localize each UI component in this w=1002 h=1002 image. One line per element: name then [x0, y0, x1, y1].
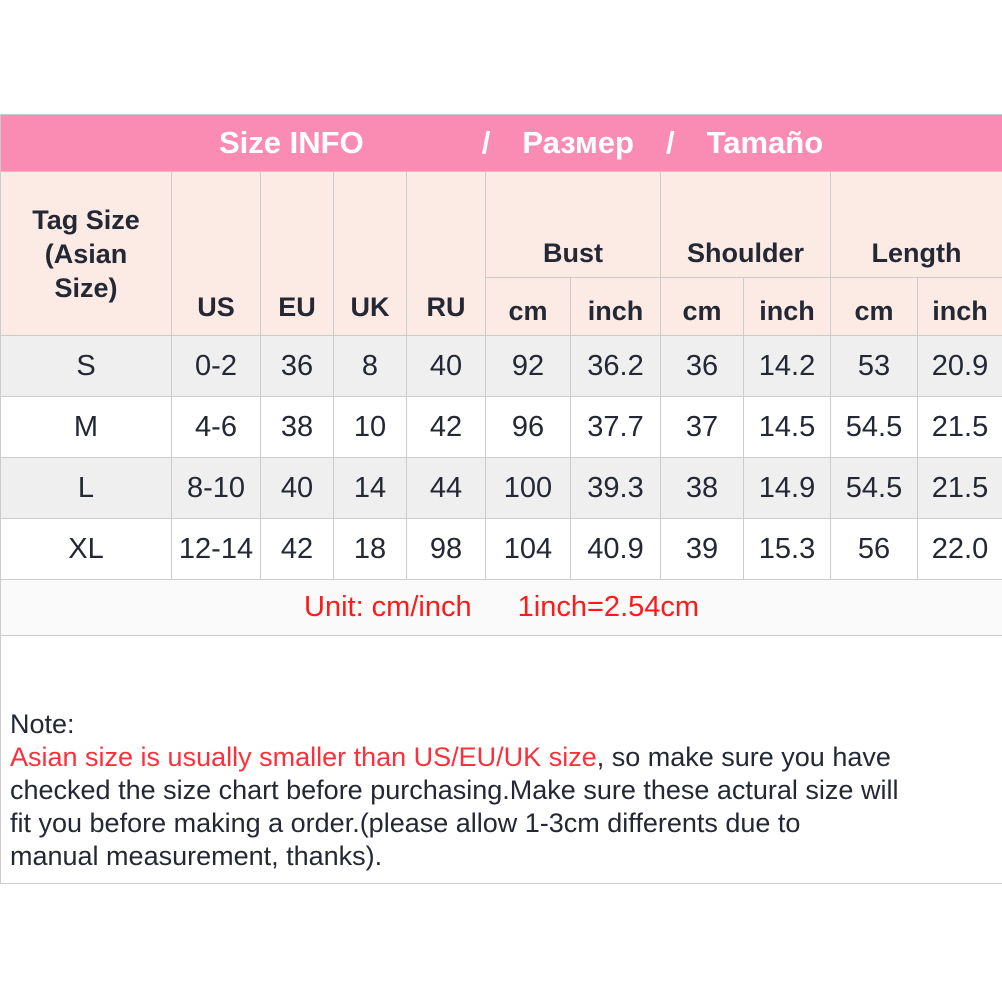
note-line-1 [10, 741, 992, 774]
table-cell: 56 [831, 519, 918, 580]
table-row-m [1, 397, 1002, 458]
table-row-s [1, 336, 1002, 397]
subheader-length-inch: inch [918, 278, 1002, 336]
table-cell: 54.5 [831, 458, 918, 519]
table-cell: 38 [661, 458, 744, 519]
subheader-shoulder-inch: inch [744, 278, 831, 336]
table-cell: 54.5 [831, 397, 918, 458]
size-cell: S [1, 336, 172, 397]
unit-conversion: 1inch=2.54cm [517, 591, 700, 623]
subheader-bust-inch: inch [571, 278, 661, 336]
size-cell: L [1, 458, 172, 519]
table-cell: 8-10 [172, 458, 261, 519]
size-cell: M [1, 397, 172, 458]
header-uk: UK [334, 172, 407, 336]
table-cell: 36 [261, 336, 334, 397]
table-cell: 37 [661, 397, 744, 458]
table-cell: 18 [334, 519, 407, 580]
table-cell: 40.9 [571, 519, 661, 580]
table-cell: 21.5 [918, 458, 1002, 519]
header-ru: RU [407, 172, 486, 336]
table-cell: 44 [407, 458, 486, 519]
table-cell: 14 [334, 458, 407, 519]
table-cell: 40 [261, 458, 334, 519]
header-length: Length [831, 172, 1002, 278]
header-group-row [1, 172, 1002, 278]
table-cell: 8 [334, 336, 407, 397]
unit-label: Unit: cm/inch [304, 591, 472, 623]
unit-row [1, 580, 1002, 636]
table-cell: 92 [486, 336, 571, 397]
banner-cell [1, 115, 1002, 172]
table-cell: 14.5 [744, 397, 831, 458]
table-cell: 14.2 [744, 336, 831, 397]
table-cell: 0-2 [172, 336, 261, 397]
subheader-bust-cm: cm [486, 278, 571, 336]
note-line-1-rest: , so make sure you have [596, 742, 891, 772]
unit-cell [1, 580, 1002, 636]
banner-separator: / [481, 125, 491, 160]
table-cell: 96 [486, 397, 571, 458]
table-cell: 37.7 [571, 397, 661, 458]
tag-size-header [1, 172, 172, 336]
tag-size-line: Size) [54, 272, 118, 303]
header-shoulder: Shoulder [661, 172, 831, 278]
note-line-2: checked the size chart before purchasing.Make sure these actural size will [10, 775, 899, 805]
table-cell: 14.9 [744, 458, 831, 519]
table-cell: 53 [831, 336, 918, 397]
table-cell: 21.5 [918, 397, 1002, 458]
table-cell: 12-14 [172, 519, 261, 580]
table-cell: 40 [407, 336, 486, 397]
banner-title-en: Size INFO [219, 125, 364, 160]
table-cell: 36.2 [571, 336, 661, 397]
table-cell: 20.9 [918, 336, 1002, 397]
banner-title-ru: Размер [522, 125, 634, 160]
table-cell: 10 [334, 397, 407, 458]
table-row-xl [1, 519, 1002, 580]
note-row [1, 636, 1002, 884]
table-cell: 36 [661, 336, 744, 397]
tag-size-line: Tag Size [32, 204, 140, 235]
header-bust: Bust [486, 172, 661, 278]
table-row-l [1, 458, 1002, 519]
banner-title [1, 115, 1002, 171]
note-line-3: fit you before making a order.(please allow 1-3cm differents due to [10, 808, 801, 838]
table-cell: 42 [407, 397, 486, 458]
tag-size-line: (Asian [44, 238, 128, 269]
note-label: Note: [10, 709, 75, 739]
note-cell [1, 636, 1002, 884]
table-cell: 39.3 [571, 458, 661, 519]
table-cell: 42 [261, 519, 334, 580]
table-cell: 100 [486, 458, 571, 519]
size-cell: XL [1, 519, 172, 580]
table-cell: 98 [407, 519, 486, 580]
subheader-shoulder-cm: cm [661, 278, 744, 336]
note-line-4: manual measurement, thanks). [10, 841, 383, 871]
table-cell: 38 [261, 397, 334, 458]
table-cell: 39 [661, 519, 744, 580]
header-us: US [172, 172, 261, 336]
banner-title-es: Tamaño [706, 125, 824, 160]
banner-separator: / [665, 125, 675, 160]
note-red-text: Asian size is usually smaller than US/EU/UK size [10, 742, 597, 772]
table-cell: 104 [486, 519, 571, 580]
size-table [0, 114, 1002, 884]
banner-row [1, 115, 1002, 172]
table-cell: 15.3 [744, 519, 831, 580]
unit-note [1, 591, 1002, 624]
table-cell: 22.0 [918, 519, 1002, 580]
table-cell: 4-6 [172, 397, 261, 458]
header-eu: EU [261, 172, 334, 336]
subheader-length-cm: cm [831, 278, 918, 336]
